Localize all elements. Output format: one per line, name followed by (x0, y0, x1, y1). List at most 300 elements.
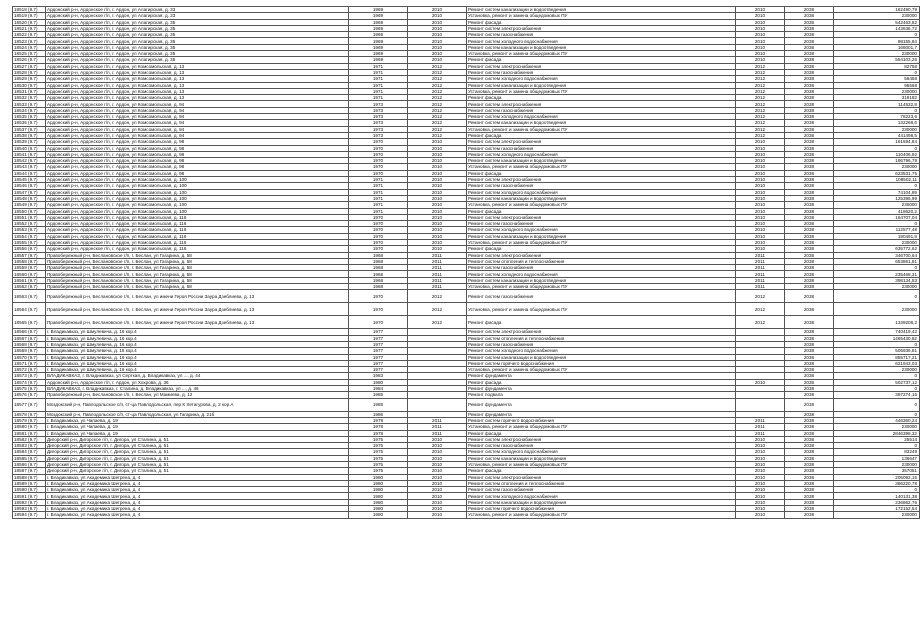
cell-plan-year: 2012 (736, 88, 785, 94)
cell-work-type: Ремонт систем электроснабжения (467, 25, 736, 31)
cell-plan-year: 2010 (736, 51, 785, 57)
cell-record-id: 18584 (9.7) (13, 449, 46, 455)
cell-work-type: Установка, ремонт и замена общедомовых ПУ (467, 303, 736, 316)
cell-record-id: 18583 (9.7) (13, 443, 46, 449)
cell-work-type: Ремонт систем канализации и водоотведения (467, 82, 736, 88)
cell-work-type: Установка, ремонт и замена общедомовых ПУ (467, 462, 736, 468)
cell-end-year: 2038 (785, 290, 834, 303)
cell-build-year: 1969 (349, 38, 408, 44)
cell-cost: 162490,79 (834, 7, 920, 13)
cell-end-year: 2038 (785, 449, 834, 455)
cell-address: Ардонский р-н, Ардонское г/п, г. Ардон, ул Комсомольская, д. 98 (46, 170, 349, 176)
cell-cost: 502737,12 (834, 379, 920, 385)
cell-cost: 319182 (834, 95, 920, 101)
cell-cost: 114532,8 (834, 101, 920, 107)
cell-last-repair-year: 2010 (408, 202, 467, 208)
cell-cost: 172152,54 (834, 506, 920, 512)
cell-last-repair-year: 2011 (408, 430, 467, 436)
cell-last-repair-year: 2011 (408, 424, 467, 430)
cell-last-repair-year: 2011 (408, 271, 467, 277)
cell-work-type: Ремонт фасада (467, 95, 736, 101)
cell-record-id: 18521 (9.7) (13, 25, 46, 31)
cell-cost: 0 (834, 107, 920, 113)
cell-cost: 161594,84 (834, 139, 920, 145)
cell-last-repair-year: 2010 (408, 38, 467, 44)
repair-program-table (12, 6, 920, 519)
cell-cost: 236862,76 (834, 499, 920, 505)
cell-plan-year: 2010 (736, 436, 785, 442)
cell-cost: 230000 (834, 13, 920, 19)
cell-record-id: 18522 (9.7) (13, 32, 46, 38)
cell-address: Ардонский р-н, Ардонское г/п, г. Ардон, ул Комсомольская, д. 94 (46, 101, 349, 107)
cell-last-repair-year: 2012 (408, 69, 467, 75)
cell-end-year: 2038 (785, 145, 834, 151)
cell-plan-year: 2010 (736, 455, 785, 461)
cell-work-type: Ремонт систем электроснабжения (467, 329, 736, 335)
cell-last-repair-year: 2010 (408, 183, 467, 189)
cell-end-year: 2038 (785, 258, 834, 264)
table-row (13, 398, 920, 411)
cell-plan-year: 2010 (736, 164, 785, 170)
cell-build-year: 1973 (349, 101, 408, 107)
cell-record-id: 18549 (9.7) (13, 202, 46, 208)
cell-cost: 0 (834, 32, 920, 38)
cell-record-id: 18527 (9.7) (13, 63, 46, 69)
cell-build-year: 1977 (349, 354, 408, 360)
cell-record-id: 18558 (9.7) (13, 258, 46, 264)
cell-cost: 346700,64 (834, 252, 920, 258)
cell-build-year: 1983 (349, 373, 408, 379)
cell-cost: 0 (834, 221, 920, 227)
cell-cost: 83249 (834, 449, 920, 455)
cell-cost: 25514 (834, 436, 920, 442)
cell-address: Моздокский р-н, Павлодольское с/п, ст-ца Павлодольская, пер К Хетагурова, д. 2 кор.А (46, 398, 349, 411)
cell-end-year: 2038 (785, 506, 834, 512)
cell-last-repair-year: 2012 (408, 120, 467, 126)
cell-address: Дигорский р-н, Дигорское г/п, г. Дигора, ул Сталина, д. 51 (46, 443, 349, 449)
cell-end-year: 2038 (785, 82, 834, 88)
cell-last-repair-year: 2010 (408, 25, 467, 31)
cell-cost: 0 (834, 341, 920, 347)
cell-work-type: Ремонт фасада (467, 170, 736, 176)
cell-cost: 164707,04 (834, 214, 920, 220)
cell-record-id: 18534 (9.7) (13, 107, 46, 113)
cell-work-type: Ремонт фасада (467, 57, 736, 63)
table-row (13, 303, 920, 316)
table-row (13, 316, 920, 329)
cell-work-type: Ремонт систем холодного водоснабжения (467, 493, 736, 499)
cell-work-type: Ремонт систем канализации и водоотведения (467, 158, 736, 164)
cell-address: Ардонский р-н, Ардонское г/п, г. Ардон, ул Алагирская, д. 35 (46, 32, 349, 38)
cell-plan-year: 2010 (736, 13, 785, 19)
cell-build-year: 1973 (349, 107, 408, 113)
cell-plan-year: 2011 (736, 424, 785, 430)
cell-address: г. Владикавказ, ул Чапаева, д. 19 (46, 424, 349, 430)
cell-plan-year: 2010 (736, 214, 785, 220)
cell-address: Ардонский р-н, Ардонское г/п, г. Ардон, ул Комсомольская, д. 94 (46, 107, 349, 113)
cell-build-year: 1970 (349, 290, 408, 303)
cell-record-id: 18532 (9.7) (13, 95, 46, 101)
cell-last-repair-year: 2010 (408, 499, 467, 505)
cell-cost: 740419,42 (834, 329, 920, 335)
cell-plan-year: 2011 (736, 430, 785, 436)
cell-last-repair-year: 2010 (408, 214, 467, 220)
cell-cost: 230000 (834, 126, 920, 132)
cell-work-type: Ремонт систем канализации и водоотведения (467, 277, 736, 283)
cell-cost: 0 (834, 145, 920, 151)
cell-last-repair-year: 2012 (408, 76, 467, 82)
cell-cost: 230000 (834, 202, 920, 208)
cell-work-type: Ремонт систем холодного водоснабжения (467, 38, 736, 44)
cell-end-year: 2038 (785, 443, 834, 449)
cell-last-repair-year: 2010 (408, 487, 467, 493)
cell-record-id: 18586 (9.7) (13, 462, 46, 468)
cell-work-type: Ремонт систем канализации и водоотведения (467, 195, 736, 201)
cell-record-id: 18585 (9.7) (13, 455, 46, 461)
cell-address: Дигорский р-н, Дигорское г/п, г. Дигора, ул Сталина, д. 51 (46, 436, 349, 442)
cell-work-type: Установка, ремонт и замена общедомовых ПУ (467, 164, 736, 170)
cell-cost: 621943,03 (834, 360, 920, 366)
cell-end-year: 2038 (785, 462, 834, 468)
cell-record-id: 18520 (9.7) (13, 19, 46, 25)
cell-work-type: Ремонт систем холодного водоснабжения (467, 114, 736, 120)
cell-address: г. Владикавказ, ул Шмулевича, д. 16 кор.4 (46, 360, 349, 366)
cell-record-id: 18572 (9.7) (13, 367, 46, 373)
cell-end-year: 2038 (785, 417, 834, 423)
cell-address: Ардонский р-н, Ардонское г/п, г. Ардон, ул Алагирская, д. 35 (46, 57, 349, 63)
cell-work-type: Ремонт систем горячего водоснабжения (467, 506, 736, 512)
cell-end-year: 2038 (785, 341, 834, 347)
cell-record-id: 18579 (9.7) (13, 417, 46, 423)
cell-end-year: 2038 (785, 386, 834, 392)
cell-plan-year: 2011 (736, 417, 785, 423)
cell-last-repair-year: 2010 (408, 164, 467, 170)
cell-address: г. Владикавказ, ул Академика Шегрена, д. 4 (46, 499, 349, 505)
cell-work-type: Установка, ремонт и замена общедомовых ПУ (467, 13, 736, 19)
cell-end-year: 2038 (785, 424, 834, 430)
cell-address: Правобережный р-н, Беслановское г/п, г. Беслан, ул Мамиева, д. 12 (46, 392, 349, 398)
cell-work-type: Ремонт систем канализации и водоотведения (467, 455, 736, 461)
cell-plan-year: 2010 (736, 443, 785, 449)
cell-work-type: Установка, ремонт и замена общедомовых ПУ (467, 284, 736, 290)
cell-build-year: 1980 (349, 506, 408, 512)
cell-end-year: 2038 (785, 233, 834, 239)
cell-cost: 110406,92 (834, 151, 920, 157)
cell-record-id: 18571 (9.7) (13, 360, 46, 366)
cell-plan-year: 2012 (736, 303, 785, 316)
cell-end-year: 2038 (785, 132, 834, 138)
cell-work-type: Ремонт фундамента (467, 398, 736, 411)
cell-record-id: 18544 (9.7) (13, 170, 46, 176)
cell-end-year: 2038 (785, 202, 834, 208)
cell-work-type: Ремонт систем канализации и водоотведения (467, 120, 736, 126)
cell-cost: 78223,6 (834, 114, 920, 120)
cell-address: Ардонский р-н, Ардонское г/п, г. Ардон, ул Комсомольская, д. 98 (46, 158, 349, 164)
cell-build-year: 1971 (349, 183, 408, 189)
cell-end-year: 2038 (785, 151, 834, 157)
cell-work-type: Ремонт систем отопления и теплоснабжения (467, 258, 736, 264)
cell-build-year: 1971 (349, 189, 408, 195)
cell-address: Ардонский р-н, Ардонское г/п, г. Ардон, ул Комсомольская, д. 100 (46, 183, 349, 189)
cell-end-year: 2038 (785, 120, 834, 126)
cell-cost: 0 (834, 183, 920, 189)
cell-build-year: 1980 (349, 499, 408, 505)
cell-record-id: 18537 (9.7) (13, 126, 46, 132)
cell-cost: 132268,6 (834, 120, 920, 126)
cell-end-year: 2038 (785, 512, 834, 518)
cell-last-repair-year: 2012 (408, 290, 467, 303)
cell-work-type: Ремонт систем газоснабжения (467, 32, 736, 38)
cell-record-id: 18570 (9.7) (13, 354, 46, 360)
cell-address: Ардонский р-н, Ардонское г/п, г. Ардон, ул Комсомольская, д. 94 (46, 120, 349, 126)
spreadsheet-page (12, 6, 917, 519)
cell-address: Ардонский р-н, Ардонское г/п, г. Ардон, ул Комсомольская, д. 98 (46, 151, 349, 157)
cell-cost: 0 (834, 487, 920, 493)
cell-end-year: 2038 (785, 335, 834, 341)
cell-work-type: Ремонт систем отопления и теплоснабжения (467, 480, 736, 486)
cell-build-year: 1980 (349, 512, 408, 518)
cell-record-id: 18569 (9.7) (13, 348, 46, 354)
cell-cost: 230000 (834, 462, 920, 468)
cell-last-repair-year: 2010 (408, 474, 467, 480)
cell-address: Ардонский р-н, Ардонское г/п, г. Ардон, ул Алагирская, д. 35 (46, 19, 349, 25)
cell-build-year: 1973 (349, 120, 408, 126)
cell-record-id: 18536 (9.7) (13, 120, 46, 126)
cell-record-id: 18540 (9.7) (13, 145, 46, 151)
cell-address: Ардонский р-н, Ардонское г/п, г. Ардон, ул Комсомольская, д. 94 (46, 126, 349, 132)
cell-build-year: 1980 (349, 487, 408, 493)
cell-record-id: 18545 (9.7) (13, 177, 46, 183)
cell-record-id: 18533 (9.7) (13, 101, 46, 107)
cell-end-year: 2038 (785, 107, 834, 113)
cell-build-year: 1973 (349, 126, 408, 132)
cell-last-repair-year: 2010 (408, 177, 467, 183)
cell-work-type: Ремонт фундамента (467, 373, 736, 379)
cell-last-repair-year: 2011 (408, 417, 467, 423)
table-row (13, 512, 920, 518)
cell-plan-year: 2010 (736, 177, 785, 183)
cell-cost: 82758 (834, 63, 920, 69)
cell-plan-year: 2010 (736, 7, 785, 13)
cell-address: Правобережный р-н, Беслановское г/п, г. Беслан, ул имени Героя России Заура Дзеблиева, д. 13 (46, 303, 349, 316)
cell-cost: 166001,7 (834, 44, 920, 50)
cell-end-year: 2038 (785, 57, 834, 63)
cell-work-type: Ремонт систем электроснабжения (467, 63, 736, 69)
cell-end-year: 2038 (785, 303, 834, 316)
cell-cost: 1339206,2 (834, 316, 920, 329)
cell-address: Ардонский р-н, Ардонское г/п, г. Ардон, ул Комсомольская, д. 13 (46, 63, 349, 69)
cell-build-year: 1970 (349, 214, 408, 220)
cell-end-year: 2038 (785, 101, 834, 107)
cell-address: Ардонский р-н, Ардонское г/п, г. Ардон, ул Комсомольская, д. 13 (46, 76, 349, 82)
cell-cost: 0 (834, 69, 920, 75)
cell-record-id: 18566 (9.7) (13, 329, 46, 335)
cell-cost: 386220,78 (834, 480, 920, 486)
cell-end-year: 2038 (785, 474, 834, 480)
cell-end-year: 2038 (785, 177, 834, 183)
cell-record-id: 18555 (9.7) (13, 239, 46, 245)
cell-record-id: 18519 (9.7) (13, 13, 46, 19)
cell-address: Ардонский р-н, Ардонское г/п, г. Ардон, ул Алагирская, д. 35 (46, 25, 349, 31)
cell-cost: 357051 (834, 468, 920, 474)
cell-cost: 190491,8 (834, 233, 920, 239)
cell-end-year: 2038 (785, 13, 834, 19)
cell-cost: 0 (834, 265, 920, 271)
cell-build-year: 1975 (349, 455, 408, 461)
cell-build-year: 1971 (349, 208, 408, 214)
cell-last-repair-year: 2012 (408, 126, 467, 132)
cell-end-year: 2038 (785, 158, 834, 164)
cell-last-repair-year: 2010 (408, 480, 467, 486)
cell-cost: 230000 (834, 512, 920, 518)
cell-last-repair-year: 2010 (408, 233, 467, 239)
cell-work-type: Ремонт фундамента (467, 411, 736, 417)
cell-record-id: 18551 (9.7) (13, 214, 46, 220)
cell-end-year: 2038 (785, 76, 834, 82)
cell-record-id: 18531 (9.7) (13, 88, 46, 94)
table-body (13, 7, 920, 519)
cell-address: г. Владикавказ, ул Шмулевича, д. 16 кор.4 (46, 367, 349, 373)
cell-end-year: 2038 (785, 139, 834, 145)
cell-build-year: 1977 (349, 335, 408, 341)
cell-last-repair-year: 2010 (408, 227, 467, 233)
cell-last-repair-year: 2011 (408, 252, 467, 258)
cell-plan-year: 2012 (736, 63, 785, 69)
cell-end-year: 2038 (785, 88, 834, 94)
cell-cost: 0 (834, 373, 920, 379)
cell-record-id: 18557 (9.7) (13, 252, 46, 258)
cell-build-year: 1970 (349, 170, 408, 176)
cell-cost: 98155,84 (834, 38, 920, 44)
cell-last-repair-year: 2011 (408, 258, 467, 264)
cell-record-id: 18529 (9.7) (13, 76, 46, 82)
cell-cost: 186796,78 (834, 158, 920, 164)
cell-record-id: 18576 (9.7) (13, 392, 46, 398)
cell-record-id: 18565 (9.7) (13, 316, 46, 329)
cell-build-year: 1985 (349, 392, 408, 398)
cell-plan-year: 2010 (736, 32, 785, 38)
cell-build-year: 1975 (349, 462, 408, 468)
cell-end-year: 2038 (785, 25, 834, 31)
cell-plan-year: 2010 (736, 474, 785, 480)
cell-address: Ардонский р-н, Ардонское г/п, г. Ардон, ул Комсомольская, д. 100 (46, 208, 349, 214)
cell-cost: 205092,15 (834, 474, 920, 480)
cell-plan-year: 2012 (736, 82, 785, 88)
cell-cost: 95568 (834, 82, 920, 88)
cell-end-year: 2038 (785, 284, 834, 290)
cell-last-repair-year: 2012 (408, 63, 467, 69)
cell-last-repair-year: 2012 (408, 316, 467, 329)
cell-build-year: 1968 (349, 277, 408, 283)
cell-address: г. Владикавказ, ул Чапаева, д. 19 (46, 417, 349, 423)
cell-cost: 505936,81 (834, 348, 920, 354)
cell-cost: 230000 (834, 424, 920, 430)
cell-record-id: 18582 (9.7) (13, 436, 46, 442)
cell-address: г. Владикавказ, ул Академика Шегрена, д. 4 (46, 512, 349, 518)
cell-work-type: Ремонт систем газоснабжения (467, 290, 736, 303)
cell-plan-year: 2010 (736, 57, 785, 63)
cell-address: г. Владикавказ, ул Шмулевича, д. 16 кор.4 (46, 341, 349, 347)
cell-work-type: Ремонт систем газоснабжения (467, 145, 736, 151)
cell-plan-year: 2010 (736, 19, 785, 25)
cell-plan-year: 2010 (736, 195, 785, 201)
cell-plan-year: 2010 (736, 170, 785, 176)
cell-work-type: Ремонт систем электроснабжения (467, 252, 736, 258)
cell-cost: 397274,15 (834, 392, 920, 398)
cell-end-year: 2038 (785, 373, 834, 379)
cell-plan-year: 2010 (736, 506, 785, 512)
cell-plan-year: 2011 (736, 277, 785, 283)
cell-work-type: Ремонт систем холодного водоснабжения (467, 227, 736, 233)
cell-record-id: 18550 (9.7) (13, 208, 46, 214)
cell-build-year: 1969 (349, 32, 408, 38)
cell-record-id: 18530 (9.7) (13, 82, 46, 88)
cell-build-year: 1971 (349, 63, 408, 69)
cell-end-year: 2038 (785, 214, 834, 220)
cell-build-year: 1980 (349, 379, 408, 385)
cell-plan-year: 2010 (736, 221, 785, 227)
cell-work-type: Установка, ремонт и замена общедомовых ПУ (467, 202, 736, 208)
cell-address: Дигорский р-н, Дигорское г/п, г. Дигора, ул Сталина, д. 51 (46, 455, 349, 461)
cell-build-year: 1973 (349, 114, 408, 120)
cell-last-repair-year: 2012 (408, 114, 467, 120)
cell-record-id: 18539 (9.7) (13, 139, 46, 145)
cell-record-id: 18543 (9.7) (13, 164, 46, 170)
cell-last-repair-year: 2012 (408, 82, 467, 88)
cell-build-year: 1977 (349, 360, 408, 366)
cell-address: Правобережный р-н, Беслановское г/п, г. Беслан, ул Гагарина, д. 58 (46, 271, 349, 277)
cell-work-type: Установка, ремонт и замена общедомовых ПУ (467, 424, 736, 430)
cell-last-repair-year: 2010 (408, 44, 467, 50)
cell-record-id: 18594 (9.7) (13, 512, 46, 518)
cell-last-repair-year: 2012 (408, 95, 467, 101)
cell-work-type: Ремонт систем газоснабжения (467, 183, 736, 189)
cell-last-repair-year: 2010 (408, 449, 467, 455)
cell-address: Ардонский р-н, Ардонское г/п, г. Ардон, ул Алагирская, д. 35 (46, 38, 349, 44)
cell-work-type: Ремонт фасада (467, 316, 736, 329)
cell-plan-year: 2010 (736, 233, 785, 239)
cell-cost: 623531,75 (834, 170, 920, 176)
cell-build-year: 1977 (349, 329, 408, 335)
cell-address: Ардонский р-н, Ардонское г/п, г. Ардон, ул Комсомольская, д. 100 (46, 177, 349, 183)
cell-address: Ардонский р-н, Ардонское г/п, г. Ардон, ул Комсомольская, д. 116 (46, 227, 349, 233)
cell-end-year: 2038 (785, 398, 834, 411)
cell-last-repair-year: 2010 (408, 13, 467, 19)
cell-last-repair-year: 2010 (408, 221, 467, 227)
cell-address: Дигорский р-н, Дигорское г/п, г. Дигора, ул Сталина, д. 51 (46, 468, 349, 474)
cell-last-repair-year: 2010 (408, 468, 467, 474)
cell-last-repair-year: 2010 (408, 195, 467, 201)
cell-build-year: 1977 (349, 367, 408, 373)
cell-cost: 230000 (834, 303, 920, 316)
cell-cost: 230000 (834, 51, 920, 57)
cell-work-type: Ремонт систем электроснабжения (467, 177, 736, 183)
cell-cost: 235468,31 (834, 271, 920, 277)
cell-address: Ардонский р-н, Ардонское г/п, г. Ардон, ул Комсомольская, д. 98 (46, 139, 349, 145)
cell-end-year: 2038 (785, 114, 834, 120)
cell-build-year: 1968 (349, 252, 408, 258)
cell-plan-year: 2010 (736, 512, 785, 518)
cell-end-year: 2038 (785, 221, 834, 227)
cell-address: Правобережный р-н, Беслановское г/п, г. Беслан, ул имени Героя России Заура Дзеблиева, д. 13 (46, 316, 349, 329)
cell-end-year: 2038 (785, 38, 834, 44)
cell-plan-year: 2010 (736, 151, 785, 157)
cell-cost: 2846398,32 (834, 430, 920, 436)
cell-address: г. Владикавказ, ул Чапаева, д. 19 (46, 430, 349, 436)
cell-plan-year: 2010 (736, 462, 785, 468)
cell-last-repair-year: 2010 (408, 493, 467, 499)
cell-cost: 230000 (834, 284, 920, 290)
